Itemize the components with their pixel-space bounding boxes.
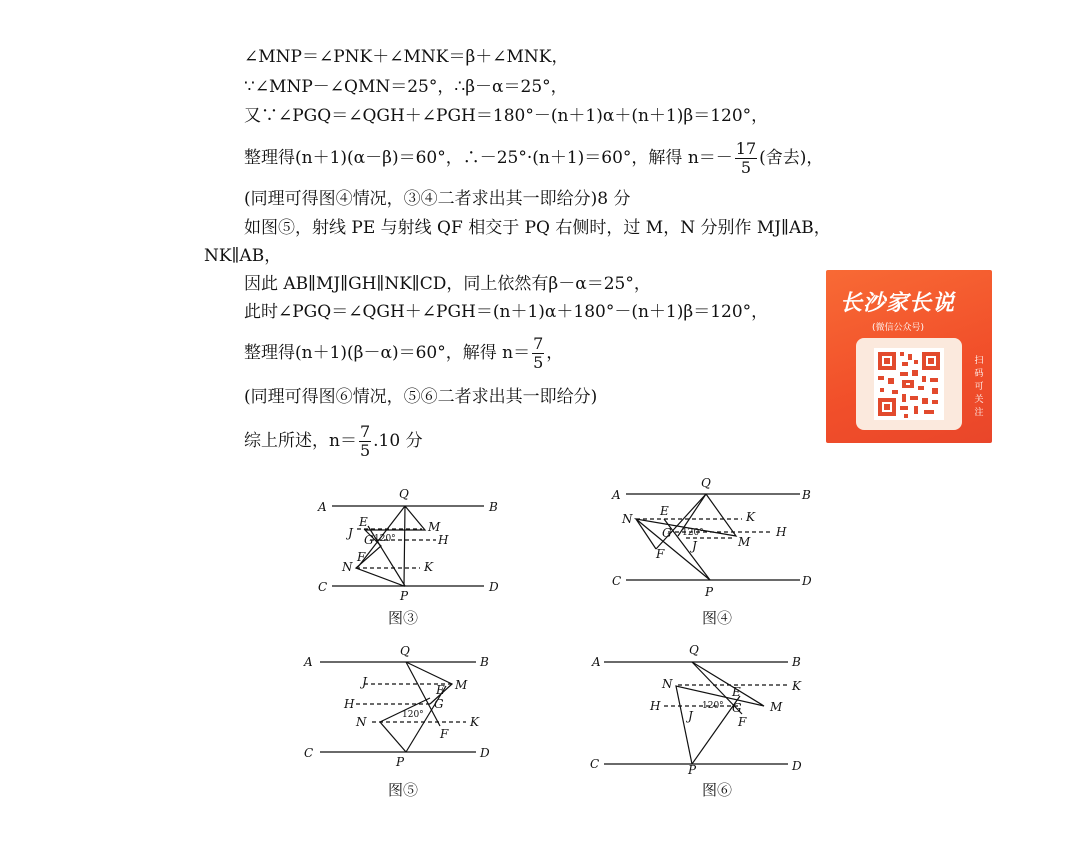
text-line-11: (同理可得图⑥情况，⑤⑥二者求出其一即给分)	[244, 387, 598, 407]
label-H: H	[776, 525, 787, 539]
text-line-10b: ，	[546, 343, 564, 363]
label-F: F	[440, 727, 449, 741]
label-K: K	[470, 715, 479, 729]
label-C: C	[590, 757, 600, 771]
label-K: K	[424, 560, 433, 574]
label-K: K	[746, 510, 755, 524]
text-line-12a: 综上所述，n＝	[244, 431, 357, 451]
fraction-denominator: 5	[740, 158, 752, 177]
text-line-12b: .10 分	[373, 431, 423, 451]
label-H: H	[650, 699, 661, 713]
label-H: H	[438, 533, 449, 547]
label-C: C	[318, 580, 328, 594]
label-A: A	[318, 500, 327, 514]
label-K: K	[792, 679, 801, 693]
label-angle: 120°	[402, 710, 424, 720]
figure-6-diagram	[588, 640, 810, 774]
label-J: J	[348, 526, 353, 540]
figure-6-caption: 图⑥	[702, 781, 733, 799]
figure-3-diagram	[312, 482, 512, 602]
wechat-qr-banner[interactable]	[826, 270, 992, 443]
text-line-10	[244, 335, 563, 372]
label-Q: Q	[399, 487, 409, 501]
label-F: F	[738, 715, 747, 729]
fraction-17-5	[735, 140, 757, 177]
label-E: E	[359, 515, 368, 529]
label-J: J	[692, 539, 697, 553]
label-B: B	[489, 500, 498, 514]
text-line-4b: (舍去)，	[759, 148, 824, 168]
text-line-1: ∠MNP＝∠PNK＋∠MNK＝β＋∠MNK，	[244, 47, 569, 67]
fraction-7-5-a	[532, 335, 544, 372]
label-D: D	[489, 580, 499, 594]
text-line-2: ∵∠MNP－∠QMN＝25°，∴β－α＝25°，	[244, 77, 568, 97]
label-J: J	[362, 675, 367, 689]
label-M: M	[770, 700, 783, 714]
fraction-numerator: 7	[533, 334, 544, 353]
label-A: A	[304, 655, 313, 669]
figure-4-caption: 图④	[702, 609, 733, 627]
label-H: H	[344, 697, 355, 711]
banner-subtitle: (微信公众号)	[872, 323, 925, 333]
label-C: C	[304, 746, 314, 760]
fraction-denominator: 5	[533, 353, 544, 372]
text-line-7: NK∥AB，	[204, 246, 282, 266]
fraction-7-5-b	[359, 423, 371, 460]
figure-5-diagram	[300, 642, 504, 770]
label-B: B	[792, 655, 801, 669]
text-line-9: 此时∠PGQ＝∠QGH＋∠PGH＝(n＋1)α＋180°－(n＋1)β＝120°，	[244, 302, 769, 322]
label-M: M	[455, 678, 468, 692]
label-P: P	[688, 763, 697, 774]
label-M: M	[738, 535, 751, 549]
label-Q: Q	[701, 476, 711, 490]
label-B: B	[802, 488, 811, 502]
label-F: F	[656, 547, 665, 561]
label-angle: 120°	[682, 528, 704, 538]
text-line-5: (同理可得图④情况，③④二者求出其一即给分)8 分	[244, 189, 631, 209]
text-line-6: 如图⑤，射线 PE 与射线 QF 相交于 PQ 右侧时，过 M，N 分别作 MJ∥AB，	[244, 218, 831, 238]
label-P: P	[396, 755, 405, 769]
label-P: P	[705, 585, 714, 599]
label-D: D	[802, 574, 812, 588]
label-J: J	[688, 709, 693, 723]
banner-side-text: 扫码可关注	[974, 356, 984, 418]
label-Q: Q	[400, 644, 410, 658]
label-E: E	[660, 504, 669, 518]
label-M: M	[428, 520, 441, 534]
label-C: C	[612, 574, 622, 588]
label-P: P	[400, 589, 409, 602]
label-angle: 120°	[702, 701, 724, 711]
text-line-8: 因此 AB∥MJ∥GH∥NK∥CD，同上依然有β－α＝25°，	[244, 274, 651, 294]
label-B: B	[480, 655, 489, 669]
text-line-3: 又∵∠PGQ＝∠QGH＋∠PGH＝180°－(n＋1)α＋(n＋1)β＝120°，	[244, 106, 769, 126]
fraction-denominator: 5	[359, 441, 371, 460]
text-line-4a: 整理得(n＋1)(α－β)＝60°，∴－25°·(n＋1)＝60°，解得 n＝－	[244, 148, 733, 168]
label-N: N	[622, 512, 633, 526]
label-G: G	[434, 697, 444, 711]
label-N: N	[356, 715, 367, 729]
label-N: N	[342, 560, 353, 574]
label-G: G	[662, 526, 672, 540]
figure-4-diagram	[606, 476, 820, 600]
label-D: D	[480, 746, 490, 760]
label-angle: 120°	[374, 534, 396, 544]
qr-code-icon[interactable]	[874, 348, 944, 420]
label-Q: Q	[689, 643, 699, 657]
label-F: F	[357, 550, 366, 564]
label-A: A	[592, 655, 601, 669]
label-N: N	[662, 677, 673, 691]
label-D: D	[792, 759, 802, 773]
label-E: E	[732, 685, 741, 699]
text-line-10a: 整理得(n＋1)(β－α)＝60°，解得 n＝	[244, 343, 531, 363]
text-line-4	[244, 140, 823, 177]
text-line-12	[244, 423, 423, 460]
label-A: A	[612, 488, 621, 502]
fraction-numerator: 7	[359, 422, 371, 441]
figure-3-caption: 图③	[388, 609, 419, 627]
label-G: G	[364, 533, 374, 547]
fraction-numerator: 17	[735, 139, 757, 158]
label-E: E	[436, 683, 445, 697]
label-G: G	[732, 701, 742, 715]
banner-title: 长沙家长说	[840, 291, 956, 316]
figure-5-caption: 图⑤	[388, 781, 419, 799]
